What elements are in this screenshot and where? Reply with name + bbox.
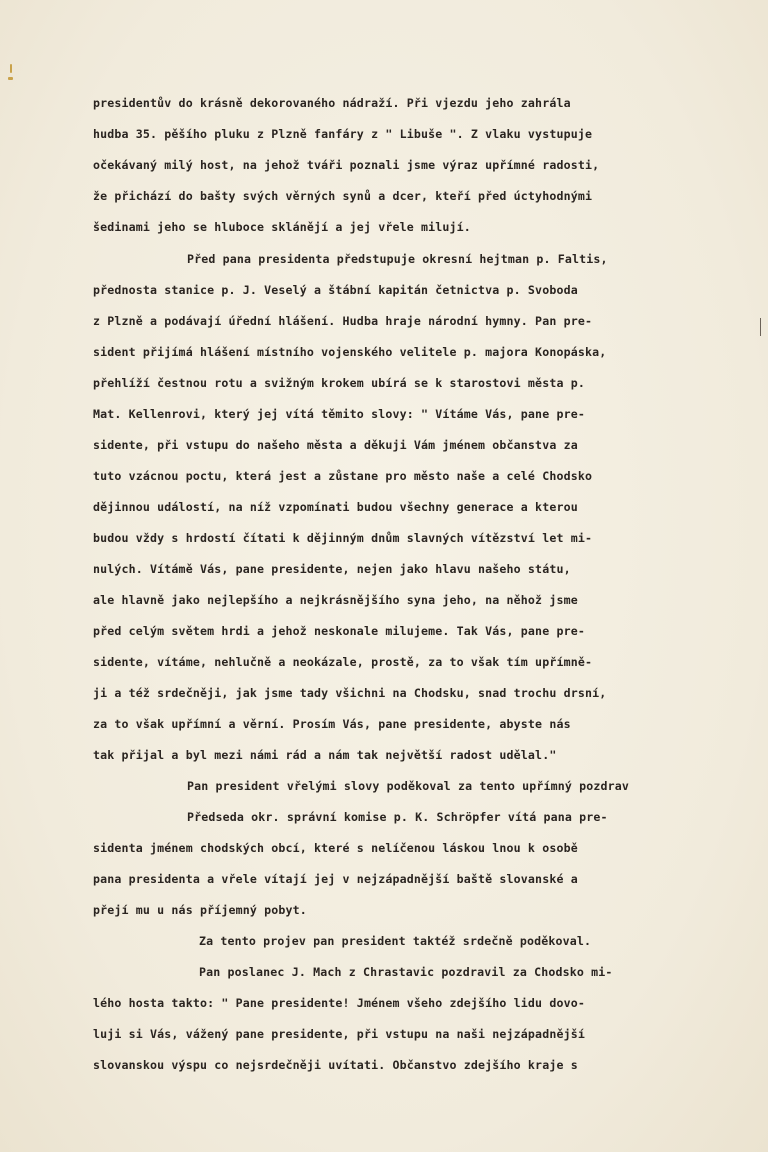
text-line: Pan poslanec J. Mach z Chrastavic pozdravil za Chodsko mi- <box>199 965 613 979</box>
text-line: z Plzně a podávají úřední hlášení. Hudba hraje národní hymny. Pan pre- <box>93 314 593 328</box>
text-line: nulých. Vítámě Vás, pane presidente, nejen jako hlavu našeho státu, <box>93 562 571 576</box>
text-line: přednosta stanice p. J. Veselý a štábní kapitán četnictva p. Svoboda <box>93 283 578 297</box>
text-line: před celým světem hrdi a jehož neskonale milujeme. Tak Vás, pane pre- <box>93 624 585 638</box>
text-line: sidenta jménem chodských obcí, které s nelíčenou láskou lnou k osobě <box>93 841 578 855</box>
text-line: za to však upřímní a věrní. Prosím Vás, pane presidente, abyste nás <box>93 717 571 731</box>
text-line: přejí mu u nás příjemný pobyt. <box>93 903 307 917</box>
text-line: presidentův do krásně dekorovaného nádraží. Při vjezdu jeho zahrála <box>93 96 571 110</box>
text-line: šedinami jeho se hluboce sklánějí a jej vřele milují. <box>93 220 471 234</box>
text-line: ale hlavně jako nejlepšího a nejkrásnějšího syna jeho, na něhož jsme <box>93 593 578 607</box>
text-line: sidente, při vstupu do našeho města a děkuji Vám jménem občanstva za <box>93 438 578 452</box>
text-line: tuto vzácnou poctu, která jest a zůstane pro město naše a celé Chodsko <box>93 469 593 483</box>
text-line: hudba 35. pěšího pluku z Plzně fanfáry z " Libuše ". Z vlaku vystupuje <box>93 127 593 141</box>
text-line: tak přijal a byl mezi námi rád a nám tak největší radost udělal." <box>93 748 557 762</box>
text-line: Mat. Kellenrovi, který jej vítá těmito slovy: " Vítáme Vás, pane pre- <box>93 407 585 421</box>
text-line: budou vždy s hrdostí čítati k dějinným dnům slavných vítězství let mi- <box>93 531 593 545</box>
text-line: ji a též srdečněji, jak jsme tady všichni na Chodsku, snad trochu drsní, <box>93 686 607 700</box>
text-line: přehlíží čestnou rotu a svižným krokem ubírá se k starostovi města p. <box>93 376 585 390</box>
text-line: slovanskou výspu co nejsrdečněji uvítati. Občanstvo zdejšího kraje s <box>93 1058 578 1072</box>
text-line: pana presidenta a vřele vítají jej v nejzápadnější baště slovanské a <box>93 872 578 886</box>
text-line: Pan president vřelými slovy poděkoval za tento upřímný pozdrav <box>187 779 630 793</box>
text-line: očekávaný milý host, na jehož tváři poznali jsme výraz upřímné radosti, <box>93 158 600 172</box>
text-line: Před pana presidenta předstupuje okresní hejtman p. Faltis, <box>187 252 608 266</box>
text-line: sident přijímá hlášení místního vojenského velitele p. majora Konopáska, <box>93 345 607 359</box>
text-line: že přichází do bašty svých věrných synů a dcer, kteří před úctyhodnými <box>93 189 593 203</box>
text-line: dějinnou událostí, na níž vzpomínati budou všechny generace a kterou <box>93 500 578 514</box>
text-line: sidente, vítáme, nehlučně a neokázale, prostě, za to však tím upřímně- <box>93 655 593 669</box>
text-line: Předseda okr. správní komise p. K. Schröpfer vítá pana pre- <box>187 810 608 824</box>
text-line: lého hosta takto: " Pane presidente! Jménem všeho zdejšího lidu dovo- <box>93 996 585 1010</box>
text-line: luji si Vás, vážený pane presidente, při vstupu na naši nejzápadnější <box>93 1027 585 1041</box>
text-line: Za tento projev pan president taktéž srdečně poděkoval. <box>199 934 592 948</box>
